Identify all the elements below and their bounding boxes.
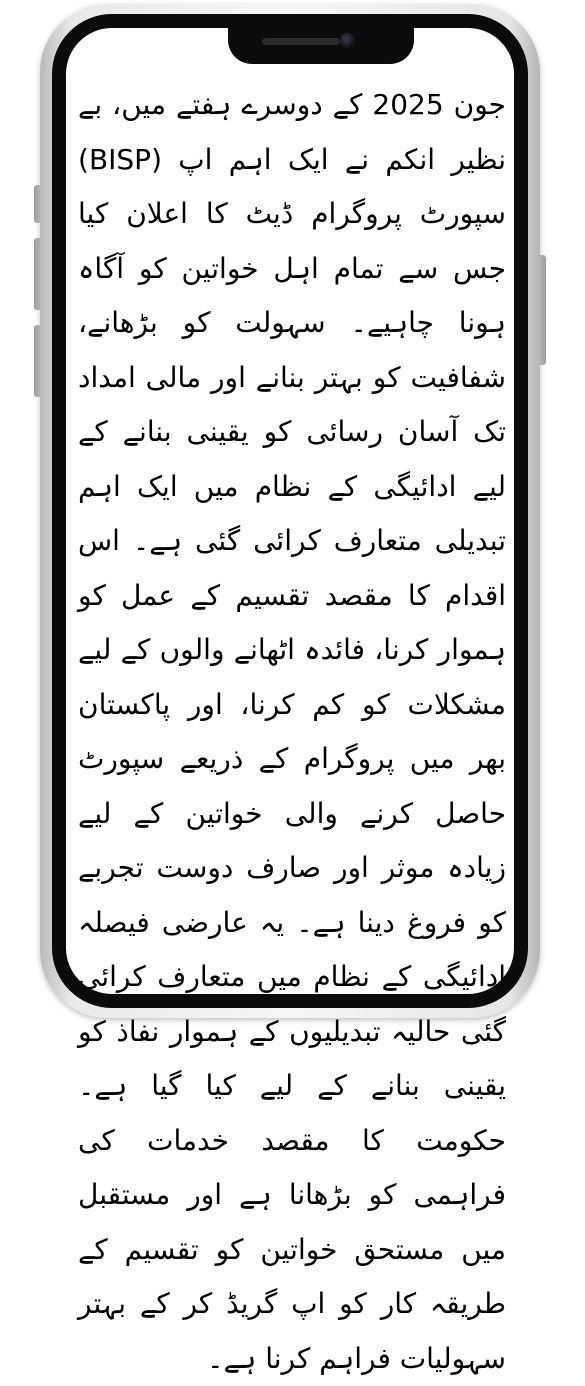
speaker-grille (262, 38, 340, 45)
front-camera-icon (340, 33, 355, 48)
article-body-text: جون 2025 کے دوسرے ہفتے میں، بے نظیر انکم نے ایک اہم اپ (BISP) سپورٹ پروگرام ڈیٹ کا اعلان کیا جس سے تمام اہل خواتین کو آگاہ ہونا چاہیے۔ سہولت کو بڑھانے، شفافیت کو بہتر بنانے اور مالی امداد تک آسان رسائی کو یقینی بنانے کے لیے ادائیگی کے نظام میں ایک اہم تبدیلی متعارف کرائی گئی ہے۔ اس اقدام کا مقصد تقسیم کے عمل کو ہموار کرنا، فائدہ اٹھانے والوں کے لیے مشکلات کو کم کرنا، اور پاکستان بھر میں پروگرام کے ذریعے سپورٹ حاصل کرنے والی خواتین کے لیے زیادہ موثر اور صارف دوست تجربے کو فروغ دینا ہے۔ یہ عارضی فیصلہ ادائیگی کے نظام میں متعارف کرائی گئی حالیہ تبدیلیوں کے ہموار نفاذ کو یقینی بنانے کے لیے کیا گیا ہے۔ حکومت کا مقصد خدمات کی فراہمی کو بڑھانا ہے اور مستقبل میں مستحق خواتین کو تقسیم کے طریقہ کار کو اپ گریڈ کر کے بہتر سہولیات فراہم کرنا ہے۔ (78, 88, 506, 1375)
